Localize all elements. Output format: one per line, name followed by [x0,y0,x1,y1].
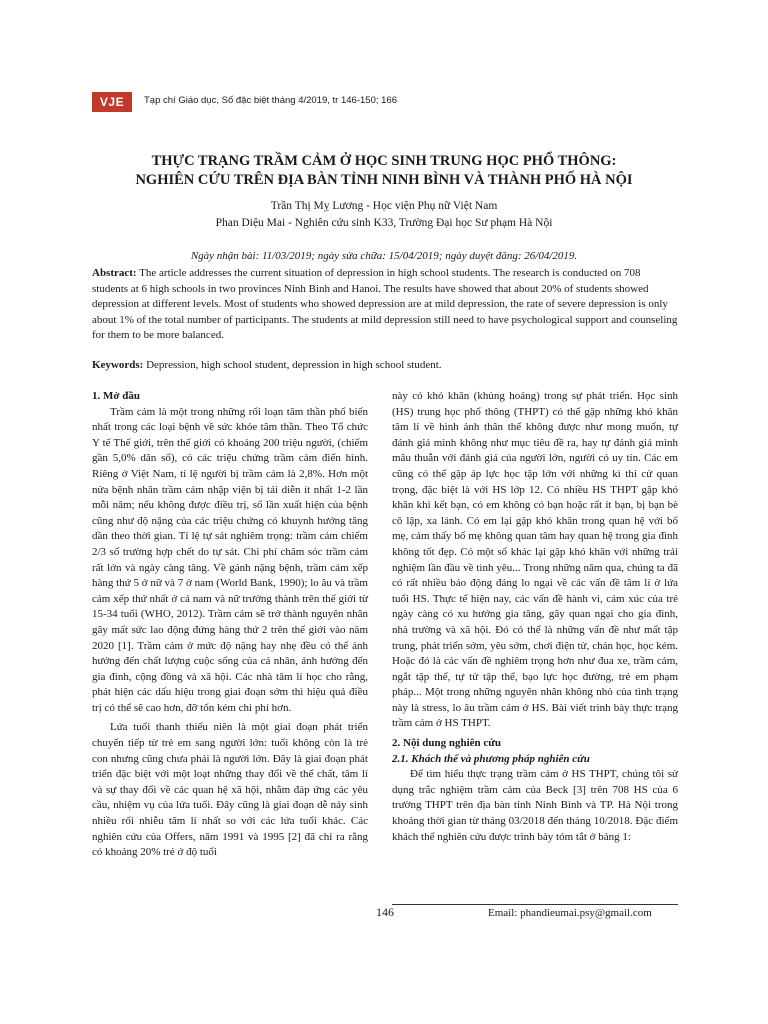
author-1: Trần Thị Mỵ Lương - Học viện Phụ nữ Việt Nam [270,200,498,212]
journal-citation: Tạp chí Giáo dục, Số đặc biệt tháng 4/2019, tr 146-150; 166 [144,95,397,106]
abstract-label: Abstract: [92,267,137,279]
right-column [392,389,678,845]
abstract-text: The article addresses the current situation of depression in high school students. The research is conducted on 708 students at 6 high schools in two provinces Ninh Binh and Hanoi. The results have showed that about 20% of students showed depression at different levels. Most of students who showed depression are at mild depression, the rate of severe depression is only about 1% of the total number of participants. The students at mild depression still need to have psychological support and counseling for them to be more balanced. [92,267,678,342]
keywords-label: Keywords: [92,359,144,371]
journal-header [92,92,678,112]
paragraph: này có khó khăn (khủng hoảng) trong sự phát triển. Học sinh (HS) trung học phổ thông (THPT) có thể gặp những khó khăn tâm lí về hình ảnh thân thể không được như mong muốn, tự đánh giá mình không như mục tiêu đề ra, hay tự đánh giá mình mâu thuẫn với đánh giá của người lớn, người có uy tín. Các em cũng có thể gặp áp lực học tập lớn với những kì thi cử quan trọng, đặc biệt là với HS lớp 12. Có nhiều HS THPT gặp khó khăn khi kết bạn, có em không có bạn hoặc rất ít bạn, bị bạn bè cô lập, xa lánh. Có em lại gặp khó khăn trong quan hệ với bố mẹ, cảm thấy bố mẹ không quan tâm hay quan hệ trong gia đình không tốt đẹp. Có một số khác lại gặp khó khăn với những trải nghiệm lần đầu về tình yêu... Trong những năm qua, chúng ta đã có rất nhiều báo động đáng lo ngại về các vấn đề tâm lí ở lứa tuổi HS. Thực tế hiện nay, các vấn đề hành vi, cảm xúc của trẻ ngày càng có xu hướng gia tăng, gây quan ngại cho gia đình, nhà trường và xã hội. Đó có thể là những vấn đề như mất tập trung, phát triển sớm, yêu sớm, chơi điện tử, chán học, học kém. Hoặc đó là các vấn đề nghiêm trọng hơn như đua xe, trầm cảm, ngắt tập thể, tự tử tập thể, bạo lực học đường, trẻ em phạm pháp... Một trong những nguyên nhân không nhỏ của tình trạng này là stress, lo âu trầm cảm ở HS. Bài viết trình bày thực trạng trầm cảm ở HS THPT. [392,390,678,730]
paragraph: Lứa tuổi thanh thiếu niên là một giai đoạn phát triển chuyển tiếp từ trẻ em sang người lớn: tuổi không còn là trẻ con nhưng cũng chưa phải là người lớn. Đây là giai đoạn phát triển đặc biệt với một loạt những thay đổi về thể chất, tâm lí và sự thay đổi về các quan hệ xã hội, nhằm đáp ứng các yêu cầu, nhiệm vụ của lứa tuổi. Đây cũng là giai đoạn dễ nảy sinh nhiều rối nhiễu tâm lí nhất so với các lứa tuổi khác. Các nghiên cứu của Offers, năm 1991 và 1995 [2] đã chỉ ra rằng có khoảng 20% trẻ ở độ tuổi [92,721,368,859]
subsection-heading: 2.1. Khách thể và phương pháp nghiên cứu [392,752,590,765]
section-heading-intro: 1. Mở đầu [92,390,140,402]
author-2: Phan Diệu Mai - Nghiên cứu sinh K33, Trường Đại học Sư phạm Hà Nội [215,217,553,229]
article-title [80,152,688,190]
title-line-2: NGHIÊN CỨU TRÊN ĐỊA BÀN TỈNH NINH BÌNH VÀ THÀNH PHỐ HÀ NỘI [135,172,633,188]
keywords [92,358,678,374]
paragraph: Trầm cảm là một trong những rối loạn tâm thần phổ biến nhất trong các loại bệnh về sức khỏe tâm thần. Theo Tổ chức Y tế Thế giới, trên thế giới có khoảng 200 triệu người, (chiếm gần 5,0% dân số), có các triệu chứng trầm cảm điển hình. Riêng ở Việt Nam, tỉ lệ người bị trầm cảm là 2,8%. Hơn một nửa bệnh nhân trầm cảm nhập viện bị tái diễn ít nhất 1-2 lần mỗi năm; nếu không được điều trị, số lần xuất hiện của bệnh cũng như độ nặng của các triệu chứng có khuynh hướng tăng dần theo thời gian. Tỉ lệ tự sát nghiêm trọng: trầm cảm chiếm 2/3 số trường hợp chết do tự sát. Chi phí chăm sóc trầm cảm rất lớn và ngày càng tăng. Về gánh nặng bệnh, trầm cảm xếp hàng thứ 5 ở nữ và 7 ở nam (World Bank, 1990); lo âu và trầm cảm xếp thứ nhất ở cả nam và nữ trưởng thành trên thế giới từ 15-34 tuổi (WHO, 2012). Trầm cảm sẽ trở thành nguyên nhân gây mất sức lao động đứng hàng thứ 2 trên thế giới vào năm 2020 [1]. Trầm cảm ở mức độ nặng hay nhẹ đều có thể ảnh hưởng đến chất lượng cuộc sống của cá nhân, ảnh hưởng đến gia đình, cộng đồng và xã hội. Các nhà tâm lí học cho rằng, phát hiện các dấu hiệu trong giai đoạn sớm thì hiệu quả điều trị có thể sẽ cao hơn, đỡ tốn kém chi phí hơn. [92,405,368,714]
vje-logo: VJE [92,92,132,112]
submission-dates: Ngày nhận bài: 11/03/2019; ngày sửa chữa: 15/04/2019; ngày duyệt đăng: 26/04/2019. [190,250,578,262]
abstract [92,266,678,344]
title-line-1: THỰC TRẠNG TRẦM CẢM Ở HỌC SINH TRUNG HỌC PHỔ THÔNG: [151,153,617,169]
left-column [92,389,368,861]
author-email: Email: phandieumai.psy@gmail.com [488,907,652,919]
paragraph: Để tìm hiểu thực trạng trầm cảm ở HS THPT, chúng tôi sử dụng trắc nghiệm trầm cảm của Beck [3] trên 708 HS của 6 trường THPT trên địa bàn tỉnh Ninh Bình và TP. Hà Nội trong khoảng thời gian từ tháng 03/2018 đến tháng 10/2018. Đặc điểm khách thể nghiên cứu được trình bày tóm tắt ở bảng 1: [392,768,678,843]
author-list [80,198,688,232]
page-number: 146 [376,905,394,919]
section-heading-content: 2. Nội dung nghiên cứu [392,737,501,750]
keywords-text: Depression, high school student, depression in high school student. [146,359,442,371]
